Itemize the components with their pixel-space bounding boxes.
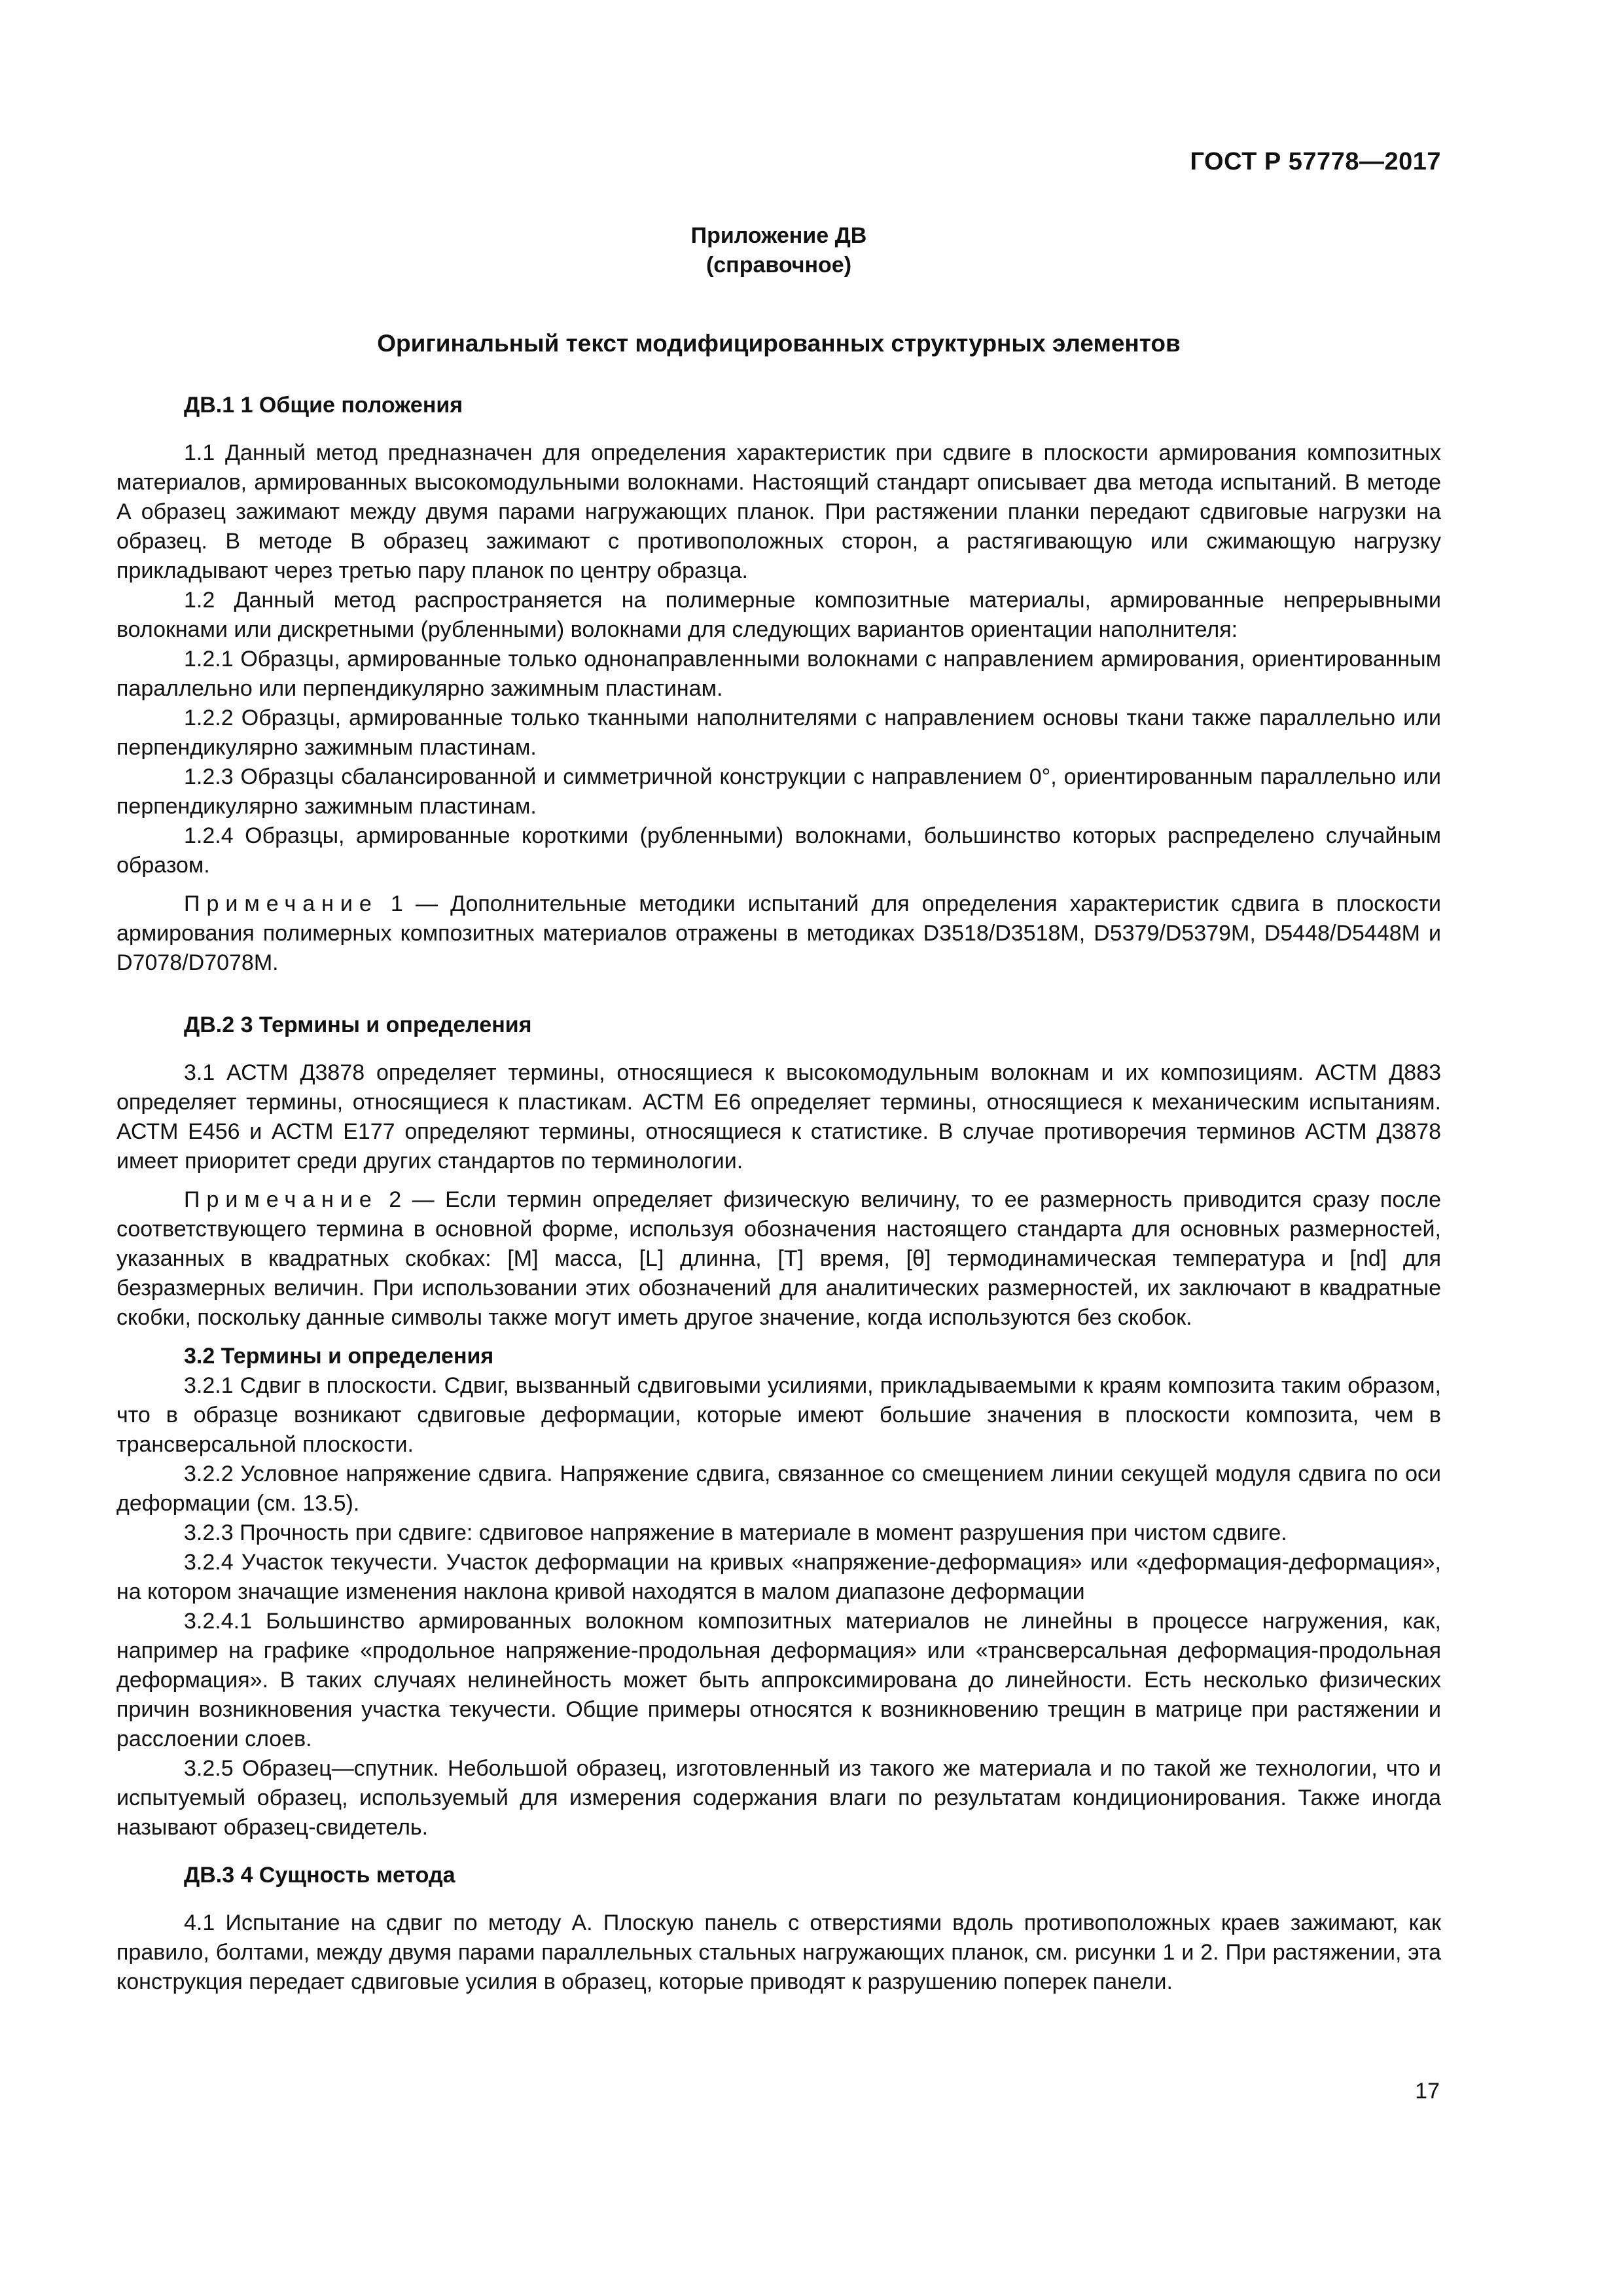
standard-identifier: ГОСТ Р 57778—2017	[1190, 148, 1441, 175]
paragraph-1-1: 1.1 Данный метод предназначен для определения характеристик при сдвиге в плоскости армирования композитных материалов, армированных высокомодульными волокнами. Настоящий стандарт описывает два метода испытаний. В методе А образец зажимают между двумя парами нагружающих планок. При растяжении планки передают сдвиговые нагрузки на образец. В методе В образец зажимают с противоположных сторон, а растягивающую или сжимающую нагрузку прикладывают через третью пару планок по центру образца.	[116, 440, 1441, 583]
note-2-text: 2 — Если термин определяет физическую величину, то ее размерность приводится сразу после соответствующего термина в основной форме, используя обозначения настоящего стандарта для основных размерностей, указанных в квадратных скобках: [M] масса, [L] длинна, [T] время, [θ] термодинамическая температура и [nd] для безразмерных величин. При использовании этих обозначений для аналитических размерностей, их заключают в квадратные скобки, поскольку данные символы также могут иметь другое значение, когда используются без скобок.	[116, 1187, 1441, 1330]
paragraph-3-2-4-1: 3.2.4.1 Большинство армированных волокном композитных материалов не линейны в процессе нагружения, как, например на графике «продольное напряжение-продольная деформация» или «трансверсальная деформация-продольная деформация». В таких случаях нелинейность может быть аппроксимирована до линейности. Есть несколько физических причин возникновения участка текучести. Общие примеры относятся к возникновению трещин в матрице при растяжении и расслоении слоев.	[116, 1609, 1441, 1751]
paragraph-1-2-2: 1.2.2 Образцы, армированные только тканными наполнителями с направлением основы ткани также параллельно или перпендикулярно зажимным пластинам.	[116, 706, 1441, 760]
section-heading-dv1: ДВ.1 1 Общие положения	[184, 393, 463, 418]
paragraph-3-2-3: 3.2.3 Прочность при сдвиге: сдвиговое напряжение в материале в момент разрушения при чистом сдвиге.	[184, 1520, 1287, 1545]
annex-title: Приложение ДВ	[690, 223, 867, 248]
paragraph-3-2-5: 3.2.5 Образец—спутник. Небольшой образец, изготовленный из такого же материала и по такой же технологии, что и испытуемый образец, используемый для измерения содержания влаги по результатам кондиционирования. Также иногда называют образец-свидетель.	[116, 1756, 1441, 1840]
subsection-heading-3-2: 3.2 Термины и определения	[184, 1344, 494, 1369]
note-1-label: Примечание	[184, 891, 378, 916]
paragraph-1-2-4: 1.2.4 Образцы, армированные короткими (рубленными) волокнами, большинство которых распределено случайным образом.	[116, 823, 1441, 878]
note-2	[116, 1185, 1441, 1333]
paragraph-3-2-2: 3.2.2 Условное напряжение сдвига. Напряжение сдвига, связанное со смещением линии секущей модуля сдвига по оси деформации (см. 13.5).	[116, 1462, 1441, 1516]
note-2-label: Примечание	[184, 1187, 378, 1212]
section-heading-dv2: ДВ.2 3 Термины и определения	[184, 1013, 532, 1037]
paragraph-1-2-3: 1.2.3 Образцы сбалансированной и симметричной конструкции с направлением 0°, ориентированным параллельно или перпендикулярно зажимным пластинам.	[116, 764, 1441, 819]
note-1	[116, 889, 1441, 978]
paragraph-3-1: 3.1 АСТМ Д3878 определяет термины, относящиеся к высокомодульным волокнам и их композициям. АСТМ Д883 определяет термины, относящиеся к пластикам. АСТМ Е6 определяет термины, относящиеся к механическим испытаниям. АСТМ Е456 и АСТМ Е177 определяют термины, относящиеся к статистике. В случае противоречия терминов АСТМ Д3878 имеет приоритет среди других стандартов по терминологии.	[116, 1060, 1441, 1174]
paragraph-3-2-1: 3.2.1 Сдвиг в плоскости. Сдвиг, вызванный сдвиговыми усилиями, прикладываемыми к краям композита таким образом, что в образце возникают сдвиговые деформации, которые имеют большие значения в плоскости композита, чем в трансверсальной плоскости.	[116, 1373, 1441, 1457]
annex-subtitle: (справочное)	[705, 253, 852, 278]
paragraph-1-2: 1.2 Данный метод распространяется на полимерные композитные материалы, армированные непрерывными волокнами или дискретными (рубленными) волокнами для следующих вариантов ориентации наполнителя:	[116, 588, 1441, 642]
section-heading-dv3: ДВ.3 4 Сущность метода	[184, 1863, 455, 1888]
main-title: Оригинальный текст модифицированных структурных элементов	[377, 330, 1181, 357]
paragraph-1-2-1: 1.2.1 Образцы, армированные только однонаправленными волокнами с направлением армирования, ориентированным параллельно или перпендикулярно зажимным пластинам.	[116, 647, 1441, 701]
page-content	[116, 221, 1441, 1997]
paragraph-4-1: 4.1 Испытание на сдвиг по методу А. Плоскую панель с отверстиями вдоль противоположных краев зажимают, как правило, болтами, между двумя парами параллельных стальных нагружающих планок, см. рисунки 1 и 2. При растяжении, эта конструкция передает сдвиговые усилия в образец, которые приводят к разрушению поперек панели.	[116, 1910, 1441, 1994]
page-number: 17	[1415, 2079, 1440, 2104]
paragraph-3-2-4: 3.2.4 Участок текучести. Участок деформации на кривых «напряжение-деформация» или «деформация-деформация», на котором значащие изменения наклона кривой находятся в малом диапазоне деформации	[116, 1550, 1441, 1604]
note-1-text: 1 — Дополнительные методики испытаний для определения характеристик сдвига в плоскости армирования полимерных композитных материалов отражены в методиках D3518/D3518M, D5379/D5379M, D5448/D5448M и D7078/D7078M.	[116, 891, 1441, 975]
